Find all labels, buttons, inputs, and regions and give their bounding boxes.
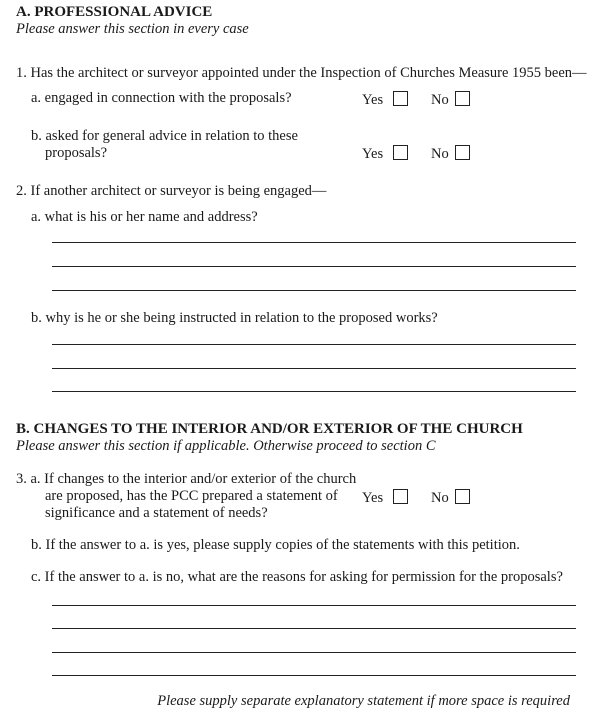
q1b-no-checkbox[interactable] xyxy=(455,145,470,160)
q1b-yes-checkbox[interactable] xyxy=(393,145,408,160)
q1a-yes-label: Yes xyxy=(362,92,384,108)
answer-line-2a-1[interactable] xyxy=(52,242,576,243)
question-2b: b. why is he or she being instructed in relation to the proposed works? xyxy=(31,310,438,326)
answer-line-3c-1[interactable] xyxy=(52,605,576,606)
question-2: 2. If another architect or surveyor is being engaged— xyxy=(16,183,327,199)
question-1b-line2: proposals? xyxy=(45,145,108,161)
question-2a: a. what is his or her name and address? xyxy=(31,209,258,225)
q3a-no-checkbox[interactable] xyxy=(455,489,470,504)
q1a-no-checkbox[interactable] xyxy=(455,91,470,106)
question-3c: c. If the answer to a. is no, what are the reasons for asking for permission for the proposals? xyxy=(31,569,563,585)
answer-line-2a-3[interactable] xyxy=(52,290,576,291)
question-3a-line3: significance and a statement of needs? xyxy=(45,505,268,521)
question-1a: a. engaged in connection with the proposals? xyxy=(31,90,292,106)
answer-line-2b-1[interactable] xyxy=(52,344,576,345)
q1a-no-label: No xyxy=(431,92,449,108)
q1b-yes-label: Yes xyxy=(362,146,384,162)
question-3b: b. If the answer to a. is yes, please supply copies of the statements with this petition. xyxy=(31,537,520,553)
question-1b-line1: b. asked for general advice in relation to these xyxy=(31,128,298,144)
section-b-subheading: Please answer this section if applicable. Otherwise proceed to section C xyxy=(16,438,436,454)
q1b-no-label: No xyxy=(431,146,449,162)
question-3a-line1: 3. a. If changes to the interior and/or exterior of the church xyxy=(16,471,357,487)
answer-line-3c-3[interactable] xyxy=(52,652,576,653)
q1a-yes-checkbox[interactable] xyxy=(393,91,408,106)
answer-line-2a-2[interactable] xyxy=(52,266,576,267)
q3a-yes-checkbox[interactable] xyxy=(393,489,408,504)
q3a-yes-label: Yes xyxy=(362,490,384,506)
answer-line-2b-3[interactable] xyxy=(52,391,576,392)
question-3a-line2: are proposed, has the PCC prepared a statement of xyxy=(45,488,338,504)
section-a-subheading: Please answer this section in every case xyxy=(16,21,249,37)
answer-line-2b-2[interactable] xyxy=(52,368,576,369)
section-b-heading: B. CHANGES TO THE INTERIOR AND/OR EXTERIOR OF THE CHURCH xyxy=(16,421,523,437)
footnote: Please supply separate explanatory statement if more space is required xyxy=(157,693,570,709)
answer-line-3c-2[interactable] xyxy=(52,628,576,629)
section-a-heading: A. PROFESSIONAL ADVICE xyxy=(16,4,213,20)
q3a-no-label: No xyxy=(431,490,449,506)
answer-line-3c-4[interactable] xyxy=(52,675,576,676)
question-1: 1. Has the architect or surveyor appointed under the Inspection of Churches Measure 1955 been— xyxy=(16,65,587,81)
